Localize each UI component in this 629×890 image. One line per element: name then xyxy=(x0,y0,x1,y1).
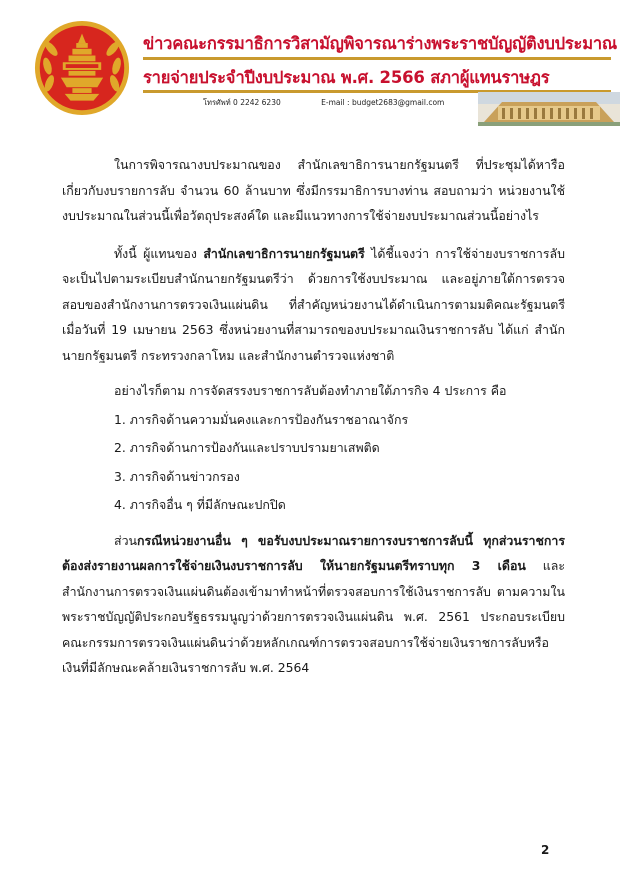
list-item: 1. ภารกิจด้านความมั่นคงและการป้องกันราชอาณาจักร xyxy=(114,411,409,427)
page-number: 2 xyxy=(541,843,550,857)
contact-info xyxy=(203,97,444,109)
list-item: 3. ภารกิจด้านข่าวกรอง xyxy=(114,468,240,484)
list-item: 4. ภารกิจอื่น ๆ ที่มีลักษณะปกปิด xyxy=(114,497,286,512)
header-title-line-2: รายจ่ายประจำปีงบประมาณ พ.ศ. 2566 สภาผู้แทนราษฎร xyxy=(143,68,550,87)
parliament-building-icon xyxy=(478,92,620,126)
mission-list xyxy=(62,407,565,518)
agency-name-bold: สำนักเลขาธิการนายกรัฐมนตรี xyxy=(203,245,365,261)
page-header xyxy=(0,0,629,128)
paragraph-3: อย่างไรก็ตาม การจัดสรรงบราชการลับต้องทำภายใต้ภารกิจ 4 ประการ คือ xyxy=(114,383,507,398)
paragraph-2: ทั้งนี้ ผู้แทนของ สำนักเลขาธิการนายกรัฐมนตรี ได้ชี้แจงว่า การใช้จ่ายงบราชการลับ จะเป็นไปตามระเบียบสำนักนายกรัฐมนตรีว่า ด้วยการใช้งบประมาณ และอยู่ภายใต้การตรวจสอบของสำนักงานการตรวจเงินแผ่นดิน ที่สำคัญหน่วยงานได้ดำเนินการตามมติคณะรัฐมนตรี เมื่อวันที่ 19 เมษายน 2563 ซึ่งหน่วยงานที่สามารถของบประมาณเงินราชการลับ ได้แก่ สำนักนายกรัฐมนตรี กระทรวงกลาโหม และสำนักงานตำรวจแห่งชาติ xyxy=(62,245,565,363)
paragraph-4: ส่วนกรณีหน่วยงานอื่น ๆ ขอรับงบประมาณรายการงบราชการลับนี้ ทุกส่วนราชการต้องส่งรายงานผลการใช้จ่ายเงินงบราชการลับ ให้นายกรัฐมนตรีทราบทุก 3 เดือน และสำนักงานการตรวจเงินแผ่นดินต้องเข้ามาทำหน้าที่ตรวจสอบการใช้เงินราชการลับ ตามความในพระราชบัญญัติประกอบรัฐธรรมนูญว่าด้วยการตรวจเงินแผ่นดิน พ.ศ. 2561 ประกอบระเบียบคณะกรรมการตรวจเงินแผ่นดินว่าด้วยหลักเกณฑ์การตรวจสอบการใช้จ่ายเงินราชการลับหรือเงินที่มีลักษณะคล้ายเงินราชการลับ พ.ศ. 2564 xyxy=(62,532,565,675)
header-title-line-1: ข่าวคณะกรรมาธิการวิสามัญพิจารณาร่างพระราชบัญญัติงบประมาณ xyxy=(143,34,618,53)
list-item: 2. ภารกิจด้านการป้องกันและปราบปรามยาเสพติด xyxy=(114,440,380,455)
article-body xyxy=(62,152,565,681)
reporting-requirement-bold: กรณีหน่วยงานอื่น ๆ ขอรับงบประมาณรายการงบราชการลับนี้ ทุกส่วนราชการต้องส่งรายงานผลการใช้จ่ายเงินงบราชการลับ ให้นายกรัฐมนตรีทราบทุก 3 เดือน xyxy=(62,532,565,573)
phone-text: โทรศัพท์ 0 2242 6230 xyxy=(203,98,281,107)
email-text: E-mail : budget2683@gmail.com xyxy=(321,98,445,107)
paragraph-1: ในการพิจารณางบประมาณของ สำนักเลขาธิการนายกรัฐมนตรี ที่ประชุมได้หารือเกี่ยวกับงบรายการลับ จำนวน 60 ล้านบาท ซึ่งมีกรรมาธิการบางท่าน สอบถามว่า หน่วยงานใช้งบประมาณในส่วนนี้เพื่อวัตถุประสงค์ใด และมีแนวทางการใช้จ่ายงบประมาณส่วนนี้อย่างไร xyxy=(62,157,565,223)
header-divider-1 xyxy=(143,57,611,60)
parliament-emblem-icon xyxy=(34,20,130,116)
